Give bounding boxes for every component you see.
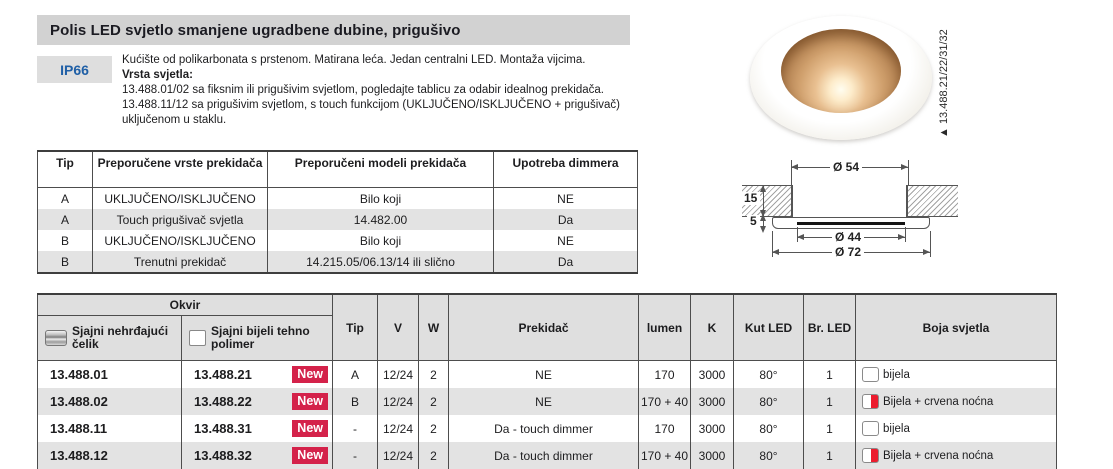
cell-kut-led: 80° — [734, 361, 804, 389]
col-header-v: V — [378, 294, 419, 361]
polymer-code: 13.488.21 — [194, 367, 252, 382]
col-header-lumen: lumen — [639, 294, 691, 361]
cell-br-led: 1 — [804, 361, 856, 389]
polymer-code-cell — [182, 388, 333, 415]
page-title: Polis LED svjetlo smanjene ugradbene dubine, prigušivo — [37, 15, 630, 45]
steel-code: 13.488.02 — [38, 388, 182, 415]
steel-header-label: Sjajni nehrđajući čelik — [72, 323, 169, 351]
new-badge: New — [292, 420, 328, 437]
ext-line — [930, 231, 931, 257]
cell-v: 12/24 — [378, 388, 419, 415]
cell-k: 3000 — [691, 361, 734, 389]
new-badge: New — [292, 447, 328, 464]
cell-v: 12/24 — [378, 415, 419, 442]
dim-flange-height: 5 — [747, 215, 760, 228]
switch-recommendation-table — [37, 150, 638, 274]
cell-w: 2 — [419, 415, 449, 442]
cell-prekidac: NE — [449, 361, 639, 389]
cell-lumen: 170 — [639, 361, 691, 389]
table-row — [38, 415, 1057, 442]
dim-flange-diameter: Ø 72 — [832, 246, 864, 259]
product-description — [122, 53, 642, 128]
cell-vrsta: UKLJUČENO/ISKLJUČENO — [93, 188, 268, 210]
arrow-icon — [772, 249, 779, 255]
new-badge: New — [292, 393, 328, 410]
cell-br-led: 1 — [804, 442, 856, 469]
col-header-w: W — [419, 294, 449, 361]
col-header-k: K — [691, 294, 734, 361]
steel-code: 13.488.12 — [38, 442, 182, 469]
dim-recess-depth: 15 — [741, 192, 760, 205]
cell-tip: B — [333, 388, 378, 415]
cell-tip: A — [38, 188, 93, 210]
ip-rating-badge: IP66 — [37, 56, 112, 83]
cell-boja — [856, 388, 1057, 415]
cell-tip: - — [333, 442, 378, 469]
cell-dimmer: NE — [494, 230, 638, 251]
col-header-modeli: Preporučeni modeli prekidača — [268, 151, 494, 188]
polymer-header-label: Sjajni bijeli tehno polimer — [211, 323, 310, 351]
cell-prekidac: Da - touch dimmer — [449, 442, 639, 469]
cell-prekidac: NE — [449, 388, 639, 415]
col-header-prekidac: Prekidač — [449, 294, 639, 361]
polymer-code-cell — [182, 442, 333, 469]
lamp-body-section — [791, 185, 908, 217]
table-group-header-row — [38, 294, 1057, 316]
dim-lens-diameter: Ø 44 — [832, 231, 864, 244]
cell-k: 3000 — [691, 388, 734, 415]
cell-k: 3000 — [691, 442, 734, 469]
cell-boja — [856, 415, 1057, 442]
polymer-code: 13.488.32 — [194, 448, 252, 463]
table-row — [38, 251, 638, 273]
steel-code: 13.488.11 — [38, 415, 182, 442]
cell-model: 14.215.05/06.13/14 ili slično — [268, 251, 494, 273]
cell-vrsta: Touch prigušivač svjetla — [93, 209, 268, 230]
lamp-lens — [781, 29, 901, 113]
col-header-vrste: Preporučene vrste prekidača — [93, 151, 268, 188]
table-row — [38, 230, 638, 251]
panel-hatch-right — [908, 185, 958, 217]
table-row — [38, 188, 638, 210]
boja-label: Bijela + crvena noćna — [883, 395, 994, 408]
boja-label: Bijela + crvena noćna — [883, 449, 994, 462]
cell-tip: A — [38, 209, 93, 230]
polymer-finish-icon — [189, 330, 206, 346]
color-swatch-white-red — [862, 448, 879, 463]
polymer-code-cell — [182, 361, 333, 389]
cell-br-led: 1 — [804, 388, 856, 415]
cell-dimmer: NE — [494, 188, 638, 210]
cell-dimmer: Da — [494, 209, 638, 230]
cell-br-led: 1 — [804, 415, 856, 442]
col-header-tip: Tip — [38, 151, 93, 188]
col-header-br-led: Br. LED — [804, 294, 856, 361]
table-header-row — [38, 151, 638, 188]
cell-kut-led: 80° — [734, 415, 804, 442]
cell-lumen: 170 + 40 — [639, 442, 691, 469]
cell-boja — [856, 442, 1057, 469]
new-badge: New — [292, 366, 328, 383]
ext-line — [908, 160, 909, 185]
table-row — [38, 442, 1057, 469]
photo-part-numbers: ▲ 13.488.21/22/31/32 — [938, 29, 950, 138]
steel-code: 13.488.01 — [38, 361, 182, 389]
cell-lumen: 170 + 40 — [639, 388, 691, 415]
cell-prekidac: Da - touch dimmer — [449, 415, 639, 442]
cell-tip: - — [333, 415, 378, 442]
cell-model: Bilo koji — [268, 188, 494, 210]
col-header-steel — [38, 316, 182, 361]
arrow-icon — [898, 234, 905, 240]
arrow-icon — [760, 185, 766, 192]
cell-dimmer: Da — [494, 251, 638, 273]
col-header-kut-led: Kut LED — [734, 294, 804, 361]
cell-tip: B — [38, 230, 93, 251]
cell-k: 3000 — [691, 415, 734, 442]
cell-model: 14.482.00 — [268, 209, 494, 230]
col-header-polymer — [182, 316, 333, 361]
cell-model: Bilo koji — [268, 230, 494, 251]
ext-line — [791, 160, 792, 185]
dim-top-diameter: Ø 54 — [830, 161, 862, 174]
cell-w: 2 — [419, 442, 449, 469]
polymer-code-cell — [182, 415, 333, 442]
table-row — [38, 361, 1057, 389]
product-photo — [750, 16, 932, 140]
cell-vrsta: UKLJUČENO/ISKLJUČENO — [93, 230, 268, 251]
cell-kut-led: 80° — [734, 388, 804, 415]
cell-tip: B — [38, 251, 93, 273]
product-variants-table — [37, 293, 1057, 469]
cell-tip: A — [333, 361, 378, 389]
description-line3: 13.488.11/12 sa prigušivim svjetlom, s touch funkcijom (UKLJUČENO/ISKLJUČENO + prigušivač) uključenom u staklu. — [122, 99, 620, 126]
cell-v: 12/24 — [378, 442, 419, 469]
arrow-icon — [791, 164, 798, 170]
arrow-icon — [923, 249, 930, 255]
arrow-icon — [760, 214, 766, 221]
arrow-icon — [760, 226, 766, 233]
arrow-icon — [901, 164, 908, 170]
description-line2: 13.488.01/02 sa fiksnim ili prigušivim svjetlom, pogledajte tablicu za odabir idealnog prekidača. — [122, 84, 604, 96]
color-swatch-white — [862, 367, 879, 382]
cell-w: 2 — [419, 388, 449, 415]
description-vrsta-heading: Vrsta svjetla: — [122, 69, 193, 81]
table-row — [38, 209, 638, 230]
col-header-okvir: Okvir — [38, 294, 333, 316]
arrow-icon — [797, 234, 804, 240]
cell-boja — [856, 361, 1057, 389]
boja-label: bijela — [883, 368, 910, 381]
description-line1: Kućište od polikarbonata s prstenom. Matirana leća. Jedan centralni LED. Montaža vijcima. — [122, 54, 586, 66]
col-header-dimmer: Upotreba dimmera — [494, 151, 638, 188]
boja-label: bijela — [883, 422, 910, 435]
cell-kut-led: 80° — [734, 442, 804, 469]
col-header-tip: Tip — [333, 294, 378, 361]
col-header-boja: Boja svjetla — [856, 294, 1057, 361]
cell-v: 12/24 — [378, 361, 419, 389]
table-row — [38, 388, 1057, 415]
lens-section — [797, 222, 905, 225]
steel-finish-icon — [45, 330, 67, 346]
cell-vrsta: Trenutni prekidač — [93, 251, 268, 273]
ext-line — [905, 227, 906, 242]
polymer-code: 13.488.22 — [194, 394, 252, 409]
cell-w: 2 — [419, 361, 449, 389]
dimension-drawing — [738, 158, 970, 266]
cell-lumen: 170 — [639, 415, 691, 442]
color-swatch-white-red — [862, 394, 879, 409]
polymer-code: 13.488.31 — [194, 421, 252, 436]
color-swatch-white — [862, 421, 879, 436]
